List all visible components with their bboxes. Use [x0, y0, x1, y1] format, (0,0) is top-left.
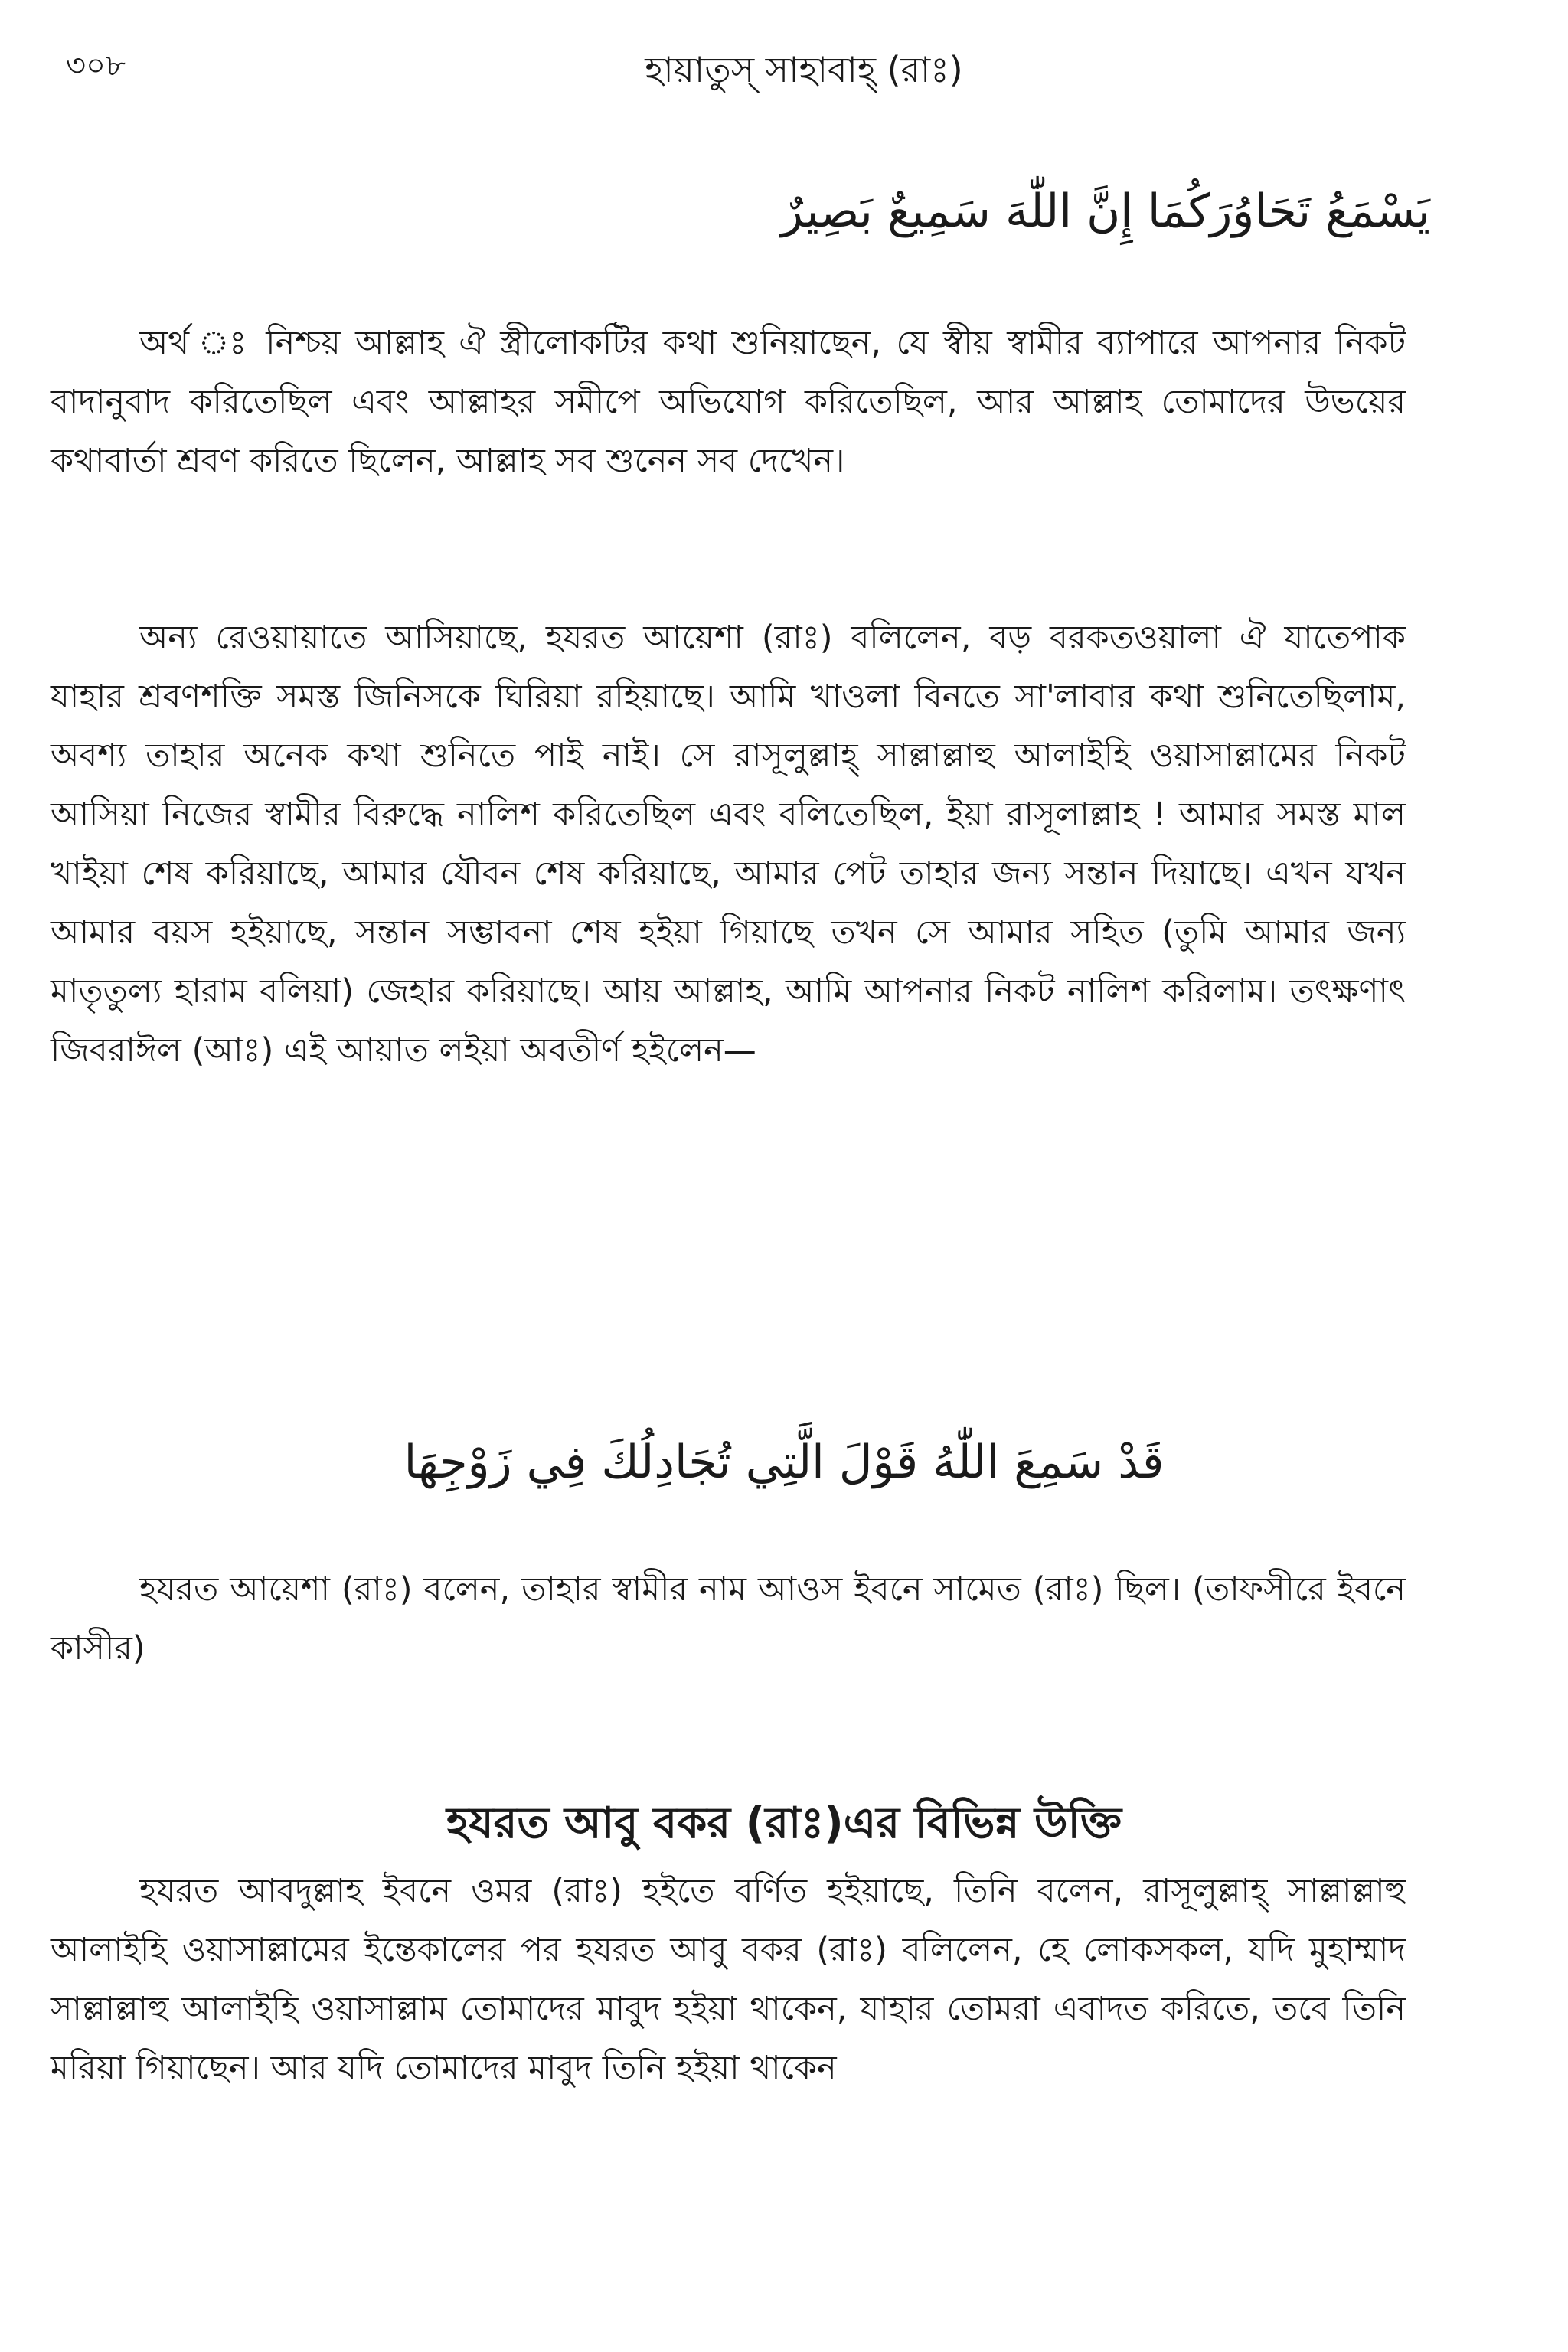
arabic-verse-2: قَدْ سَمِعَ اللّٰهُ قَوْلَ الَّتِي تُجَادِلُكَ فِي زَوْجِهَا: [403, 1436, 1165, 1489]
section-heading: হযরত আবু বকর (রাঃ)এর বিভিন্ন উক্তি: [446, 1798, 1122, 1848]
paragraph-abu-bakr-saying: হযরত আবদুল্লাহ ইবনে ওমর (রাঃ) হইতে বর্ণিত হইয়াছে, তিনি বলেন, রাসূলুল্লাহ্ সাল্লাল্লাহু আলাইহি ওয়াসাল্লামের ইন্তেকালের পর হযরত আবু বকর (রাঃ) বলিলেন, হে লোকসকল, যদি মুহাম্মাদ সাল্লাল্লাহু আলাইহি ওয়াসাল্লাম তোমাদের মাবুদ হইয়া থাকেন, যাহার তোমরা এবাদত করিতে, তবে তিনি মরিয়া গিয়াছেন। আর যদি তোমাদের মাবুদ তিনি হইয়া থাকেন: [51, 1872, 1406, 2087]
paragraph-narration: অন্য রেওয়ায়াতে আসিয়াছে, হযরত আয়েশা (রাঃ) বলিলেন, বড় বরকতওয়ালা ঐ যাতেপাক যাহার শ্রবণশক্তি সমস্ত জিনিসকে ঘিরিয়া রহিয়াছে। আমি খাওলা বিনতে সা'লাবার কথা শুনিতেছিলাম, অবশ্য তাহার অনেক কথা শুনিতে পাই নাই। সে রাসূলুল্লাহ্ সাল্লাল্লাহু আলাইহি ওয়াসাল্লামের নিকট আসিয়া নিজের স্বামীর বিরুদ্ধে নালিশ করিতেছিল এবং বলিতেছিল, ইয়া রাসূলাল্লাহ ! আমার সমস্ত মাল খাইয়া শেষ করিয়াছে, আমার যৌবন শেষ করিয়াছে, আমার পেট তাহার জন্য সন্তান দিয়াছে। এখন যখন আমার বয়স হইয়াছে, সন্তান সম্ভাবনা শেষ হইয়া গিয়াছে তখন সে আমার সহিত (তুমি আমার জন্য মাতৃতুল্য হারাম বলিয়া) জেহার করিয়াছে। আয় আল্লাহ, আমি আপনার নিকট নালিশ করিলাম। তৎক্ষণাৎ জিবরাঈল (আঃ) এই আয়াত লইয়া অবতীর্ণ হইলেন—: [51, 619, 1406, 1070]
arabic-verse-1: يَسْمَعُ تَحَاوُرَكُمَا إِنَّ اللّٰهَ سَمِيعٌ بَصِيرٌ: [780, 185, 1430, 238]
running-header-title: হায়াতুস্ সাহাবাহ্ (রাঃ): [645, 49, 963, 90]
paragraph-translation: অর্থ ঃ নিশ্চয় আল্লাহ ঐ স্ত্রীলোকটির কথা শুনিয়াছেন, যে স্বীয় স্বামীর ব্যাপারে আপনার নিকট বাদানুবাদ করিতেছিল এবং আল্লাহর সমীপে অভিযোগ করিতেছিল, আর আল্লাহ তোমাদের উভয়ের কথাবার্তা শ্রবণ করিতে ছিলেন, আল্লাহ সব শুনেন সব দেখেন।: [51, 324, 1406, 480]
page-number: ৩০৮: [66, 48, 126, 83]
paragraph-aws-ibn-samit: হযরত আয়েশা (রাঃ) বলেন, তাহার স্বামীর নাম আওস ইবনে সামেত (রাঃ) ছিল। (তাফসীরে ইবনে কাসীর): [51, 1570, 1406, 1668]
